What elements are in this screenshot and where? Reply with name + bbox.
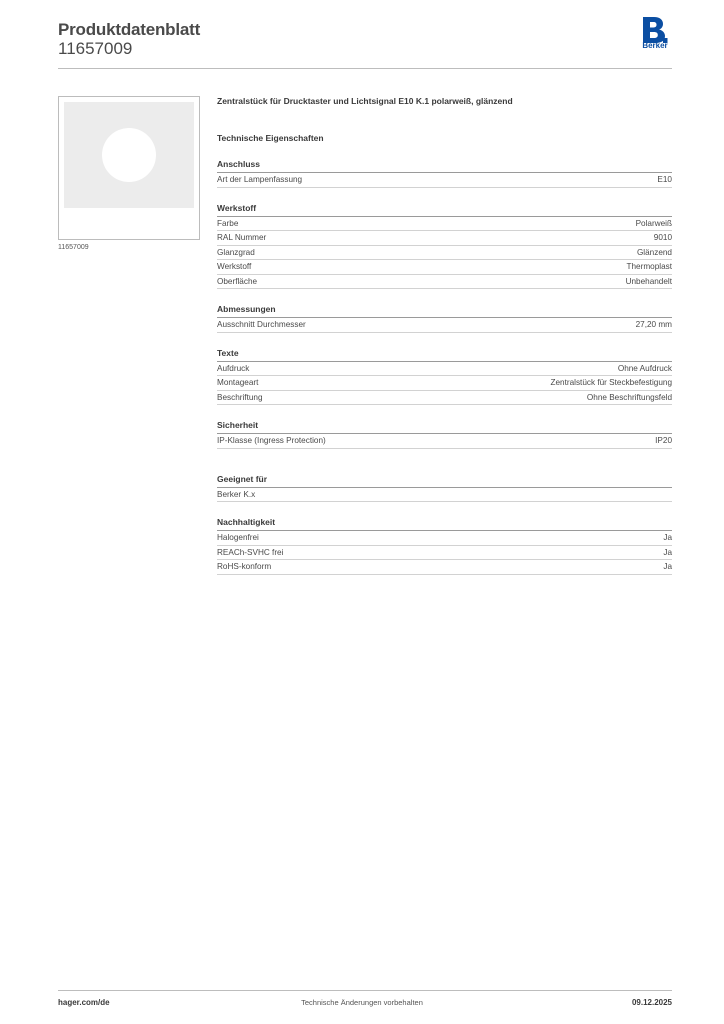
property-label: Berker K.x <box>217 489 256 499</box>
property-row <box>217 434 672 449</box>
property-value: 9010 <box>653 233 672 242</box>
property-label: Ausschnitt Durchmesser <box>217 320 306 329</box>
logo-wordmark: Berker <box>642 41 668 50</box>
section-heading: Technische Eigenschaften <box>217 133 324 143</box>
group-title: Werkstoff <box>217 202 672 217</box>
property-group <box>217 516 672 575</box>
property-row <box>217 560 672 575</box>
property-group <box>217 347 672 406</box>
property-row <box>217 231 672 246</box>
property-row <box>217 318 672 333</box>
berker-logo <box>638 16 672 56</box>
property-row <box>217 488 672 503</box>
product-name: Zentralstück für Drucktaster und Lichtsignal E10 K.1 polarweiß, glänzend <box>217 96 513 106</box>
group-title: Sicherheit <box>217 419 672 434</box>
footer-website[interactable]: hager.com/de <box>58 998 110 1007</box>
product-image-caption: 11657009 <box>58 244 89 251</box>
property-value: Ohne Beschriftungsfeld <box>586 392 672 402</box>
group-title: Texte <box>217 347 672 362</box>
document-title: Produktdatenblatt <box>58 20 201 39</box>
group-title: Anschluss <box>217 158 672 173</box>
property-label: RoHS-konform <box>217 562 272 571</box>
property-label: Art der Lampenfassung <box>217 175 303 184</box>
property-row <box>217 246 672 261</box>
property-label: RAL Nummer <box>217 233 267 242</box>
property-value: Ja <box>663 547 672 557</box>
header-divider <box>58 68 672 69</box>
product-image <box>58 96 200 240</box>
property-label: Halogenfrei <box>217 533 259 542</box>
property-label: Farbe <box>217 218 239 228</box>
property-label: IP-Klasse (Ingress Protection) <box>217 436 326 445</box>
property-label: Aufdruck <box>217 363 250 373</box>
property-group <box>217 303 672 333</box>
group-title: Abmessungen <box>217 303 672 318</box>
property-row <box>217 362 672 377</box>
property-value: Unbehandelt <box>625 276 672 286</box>
property-value: Polarweiß <box>635 218 672 228</box>
property-value: Ja <box>663 562 672 571</box>
property-row <box>217 217 672 232</box>
property-label: Glanzgrad <box>217 247 255 257</box>
property-value: Thermoplast <box>626 262 672 271</box>
property-groups <box>217 158 672 575</box>
property-value: 27,20 mm <box>635 320 672 329</box>
group-title: Geeignet für <box>217 473 672 488</box>
property-group <box>217 419 672 449</box>
document-header <box>58 20 672 68</box>
property-label: Oberfläche <box>217 276 258 286</box>
property-value: Glänzend <box>636 247 672 257</box>
property-group <box>217 473 672 503</box>
property-row <box>217 275 672 290</box>
property-group <box>217 158 672 188</box>
product-image-plate <box>64 102 194 208</box>
property-label: Werkstoff <box>217 262 252 271</box>
property-label: REACh-SVHC frei <box>217 547 284 557</box>
property-label: Beschriftung <box>217 392 263 402</box>
footer-notice: Technische Änderungen vorbehalten <box>301 998 423 1007</box>
property-row <box>217 260 672 275</box>
property-row <box>217 391 672 406</box>
property-row <box>217 173 672 188</box>
group-title: Nachhaltigkeit <box>217 516 672 531</box>
property-label: Montageart <box>217 378 259 387</box>
product-details <box>217 96 672 575</box>
property-row <box>217 546 672 561</box>
property-row <box>217 531 672 546</box>
property-value: Ohne Aufdruck <box>617 363 672 373</box>
product-image-center-hole <box>102 128 156 182</box>
property-group <box>217 202 672 290</box>
property-value: IP20 <box>655 436 672 445</box>
footer-divider <box>58 990 672 991</box>
property-value: Ja <box>663 533 672 542</box>
property-value: Zentralstück für Steckbefestigung <box>550 378 672 387</box>
article-number: 11657009 <box>58 39 133 58</box>
footer-date: 09.12.2025 <box>631 998 672 1007</box>
property-value: E10 <box>657 175 672 184</box>
property-row <box>217 376 672 391</box>
berker-logo-icon <box>640 16 668 44</box>
